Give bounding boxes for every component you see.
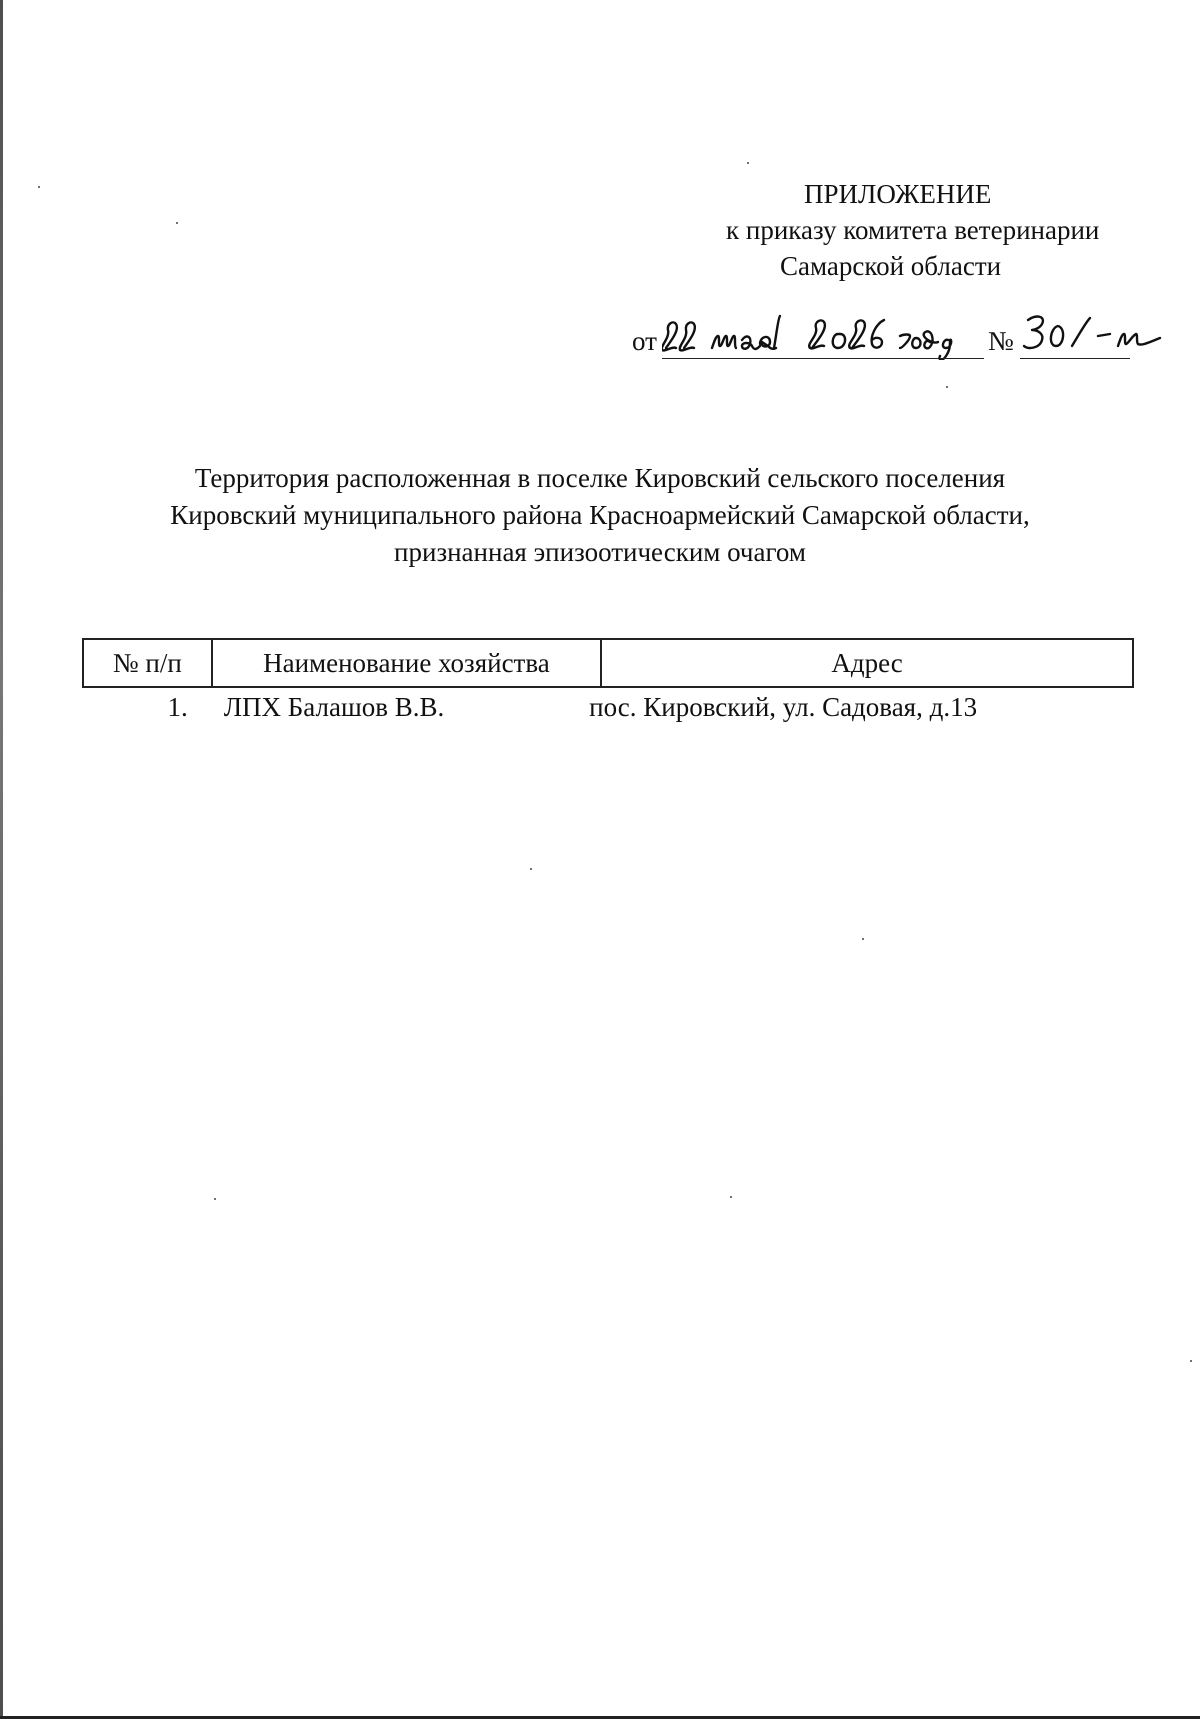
heading-line1: Территория расположенная в поселке Кировский сельского поселения — [194, 463, 1006, 493]
document-heading — [100, 460, 1100, 571]
appendix-title: ПРИЛОЖЕНИЕ — [804, 179, 992, 209]
scan-speck — [176, 222, 178, 224]
appendix-subtitle-line2: Самарской области — [780, 251, 1002, 281]
farms-table — [82, 638, 1134, 734]
scan-speck — [530, 868, 532, 870]
scan-speck — [38, 186, 40, 188]
heading-line2: Кировский муниципального района Красноармейский Самарской области, — [170, 500, 1030, 530]
column-header-name: Наименование хозяйства — [212, 639, 601, 687]
scan-speck — [946, 386, 948, 388]
date-underline — [662, 358, 984, 359]
column-header-address: Адрес — [601, 639, 1133, 687]
table-header-row — [83, 639, 1133, 687]
row-farm-name: ЛПХ Балашов В.В. — [223, 692, 445, 722]
row-address: пос. Кировский, ул. Садовая, д.13 — [589, 692, 978, 722]
handwritten-date — [662, 312, 992, 360]
row-number: 1. — [167, 692, 188, 722]
heading-line3: признанная эпизоотическим очагом — [394, 537, 806, 567]
order-number-sign: № — [988, 326, 1014, 356]
handwritten-order-number — [1022, 310, 1162, 362]
scan-speck — [747, 162, 749, 164]
order-date-prefix: от — [632, 326, 657, 356]
table-row — [83, 687, 1133, 734]
number-underline — [1020, 358, 1130, 359]
scan-edge-left — [0, 0, 3, 1719]
column-header-number: № п/п — [83, 639, 212, 687]
scan-speck — [730, 1196, 732, 1198]
scan-speck — [214, 1198, 216, 1200]
scan-speck — [1190, 1360, 1192, 1362]
appendix-subtitle-line1: к приказу комитета ветеринарии — [726, 215, 1100, 245]
order-reference — [632, 314, 1172, 360]
scan-speck — [862, 938, 864, 940]
